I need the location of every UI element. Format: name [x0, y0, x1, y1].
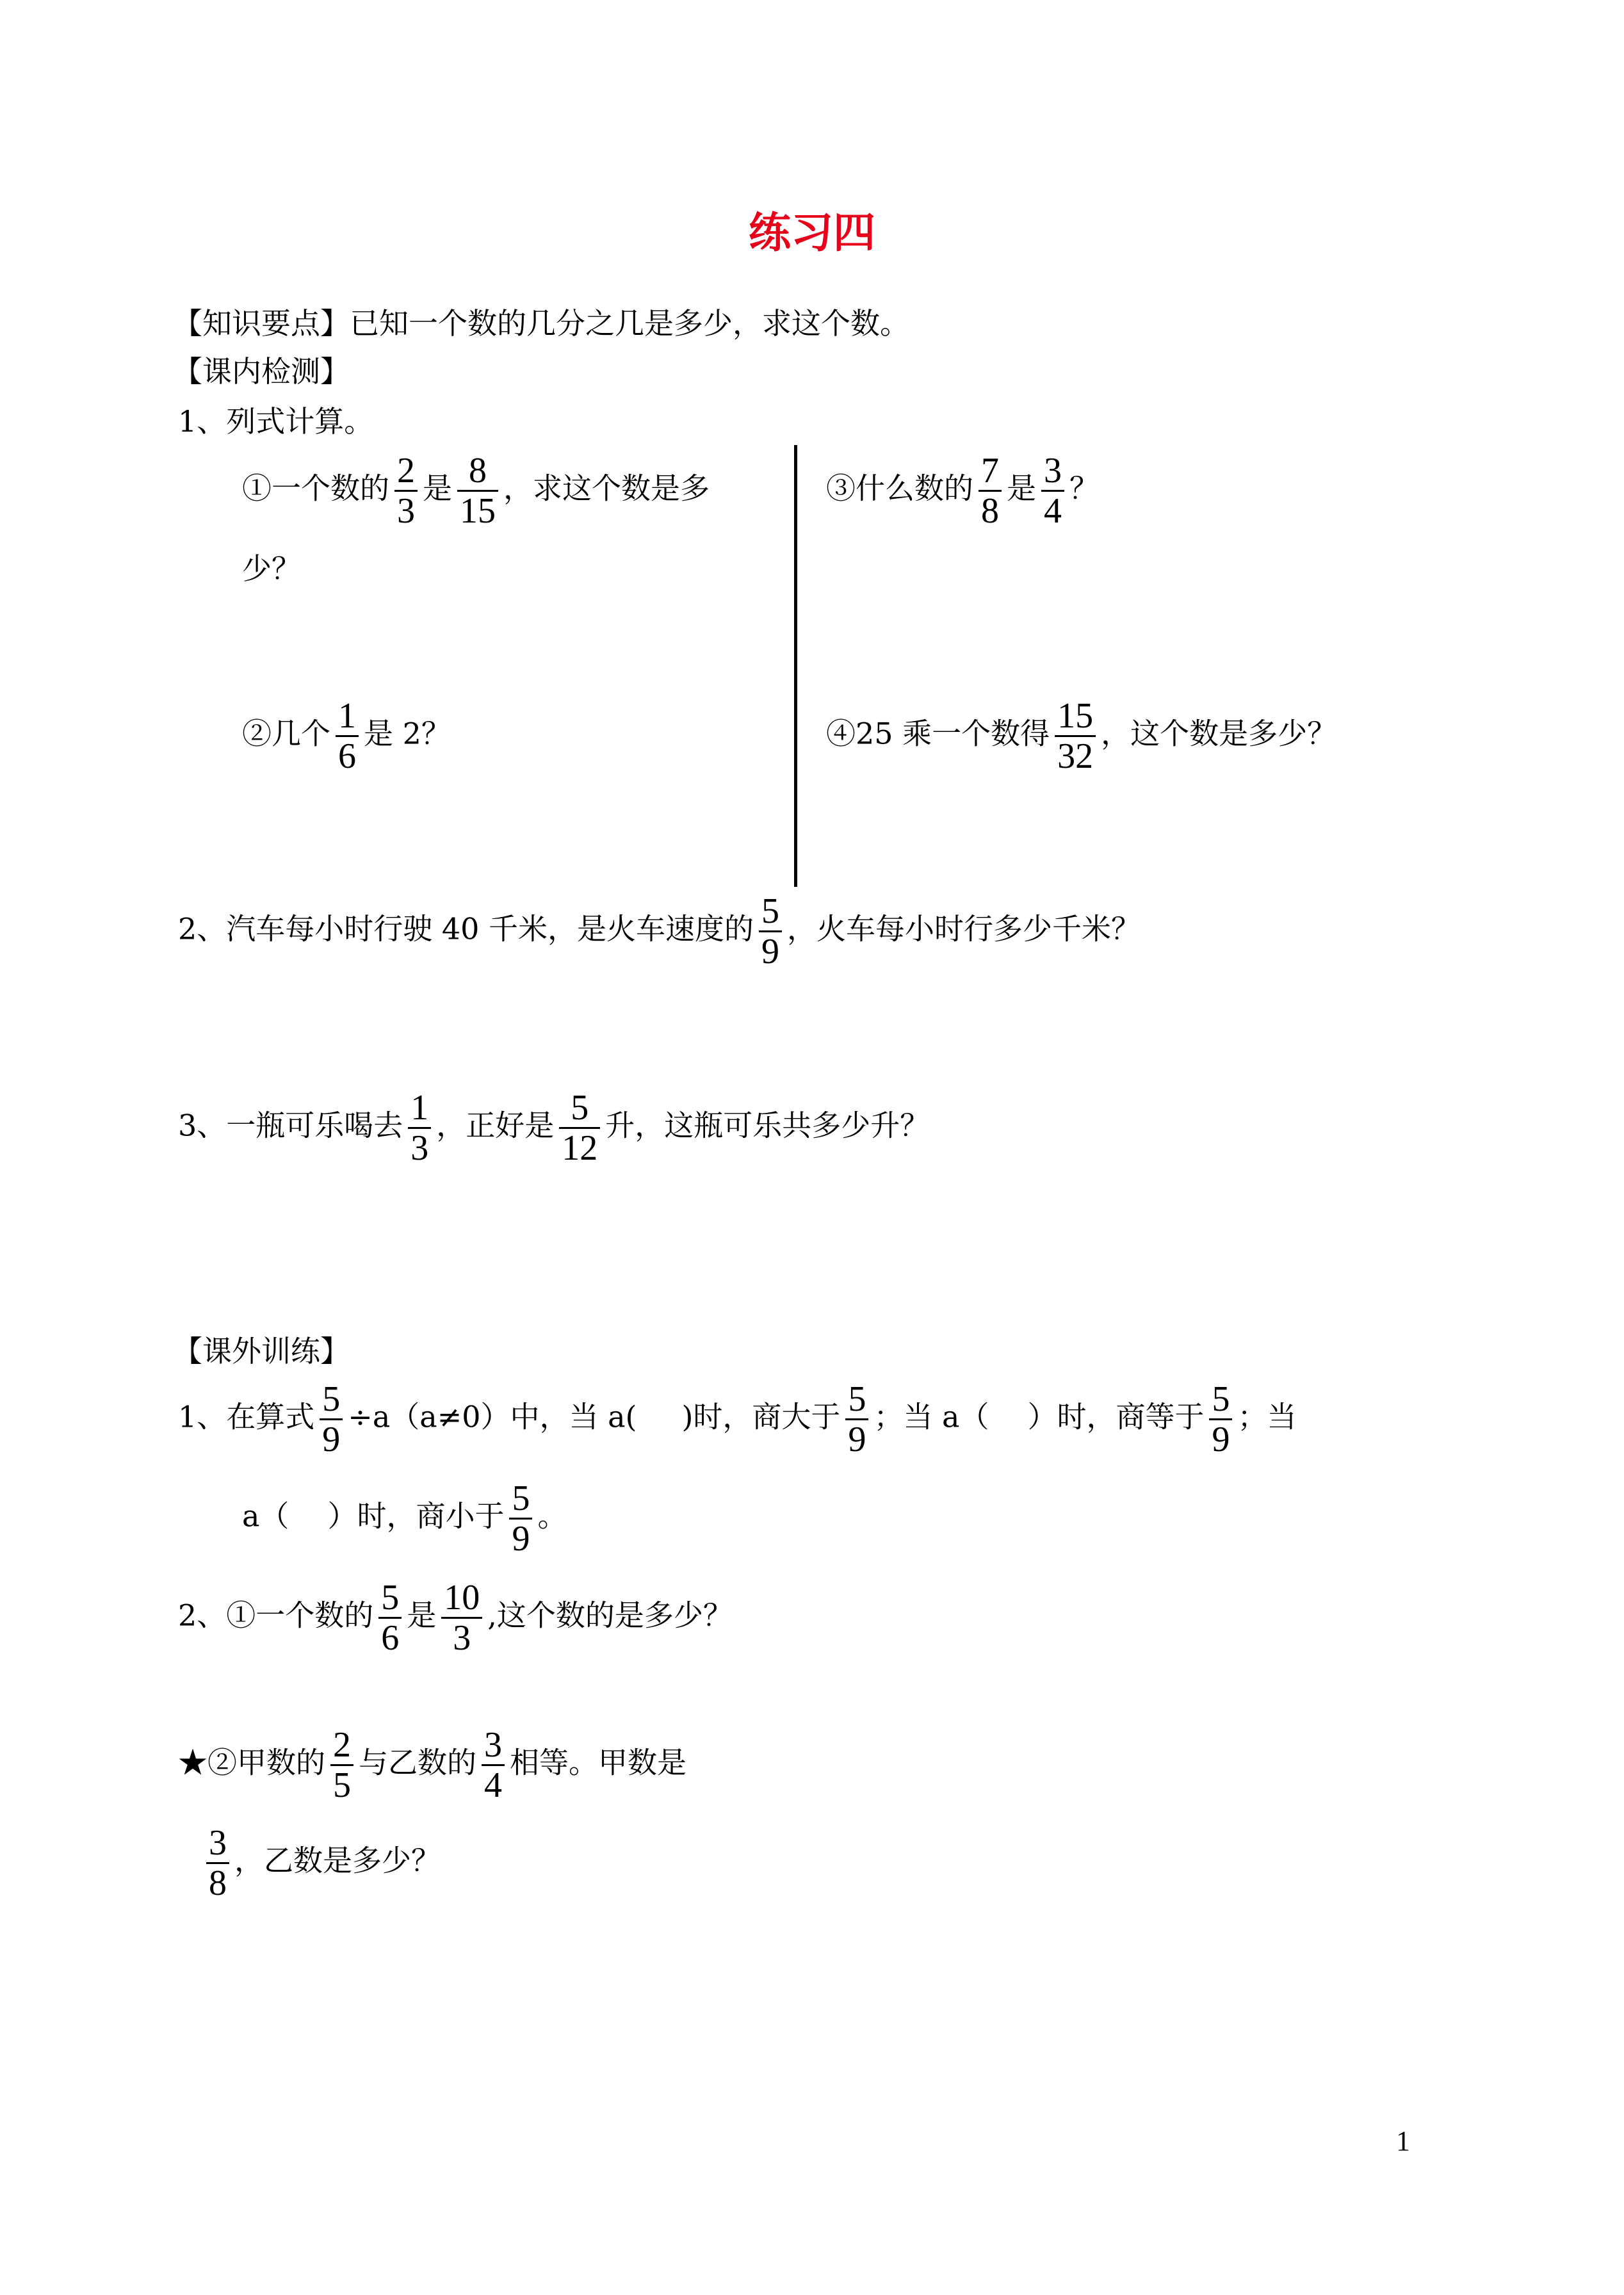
section-heading-extra-practice: 【课外训练】	[173, 1334, 350, 1368]
fraction: $\frac{5}{12}$	[559, 1089, 600, 1167]
extra-question-3-line2: $\frac{3}{8}$ ，乙数是多少？	[206, 1824, 441, 1902]
question-1d: ④25 乘一个数得 $\frac{15}{32}$ ，这个数是多少？	[826, 696, 1337, 776]
extra-question-3: ★②甲数的 $\frac{2}{5}$ 与乙数的 $\frac{3}{4}$ 相等。甲数是	[178, 1725, 686, 1805]
section-heading-class-check: 【课内检测】	[173, 354, 350, 389]
fraction: $\frac{2}{3}$	[394, 451, 418, 530]
fraction: $\frac{8}{15}$	[457, 451, 498, 530]
fraction: $\frac{5}{9}$	[845, 1380, 868, 1459]
fraction: $\frac{2}{5}$	[330, 1726, 353, 1804]
fraction: $\frac{5}{6}$	[378, 1578, 402, 1657]
fraction: $\frac{15}{32}$	[1055, 697, 1096, 775]
fraction: $\frac{10}{3}$	[441, 1578, 482, 1657]
fraction: $\frac{7}{8}$	[978, 451, 1002, 530]
fraction: $\frac{5}{9}$	[509, 1479, 532, 1558]
fraction: $\frac{3}{4}$	[1041, 451, 1064, 530]
fraction: $\frac{5}{9}$	[1209, 1380, 1232, 1459]
fraction: $\frac{5}{9}$	[320, 1380, 343, 1459]
question-1a: ①一个数的 $\frac{2}{3}$ 是 $\frac{8}{15}$ ，求这个数是多	[242, 451, 710, 531]
page-title: 练习四	[749, 207, 875, 257]
question-1-label: 1、列式计算。	[178, 404, 374, 439]
extra-question-2: 2、①一个数的 $\frac{5}{6}$ 是 $\frac{10}{3}$ ,这个数的是多少？	[178, 1578, 733, 1658]
fraction: $\frac{3}{4}$	[482, 1726, 505, 1804]
question-1b: ②几个 $\frac{1}{6}$ 是 2？	[242, 696, 451, 776]
fraction: $\frac{5}{9}$	[759, 892, 782, 971]
extra-question-1-line2: a（ ）时，商小于 $\frac{5}{9}$ 。	[242, 1479, 567, 1559]
question-1a-line2: 少？	[242, 551, 301, 586]
fraction: $\frac{1}{6}$	[336, 697, 359, 775]
question-3: 3、一瓶可乐喝去 $\frac{1}{3}$ ，正好是 $\frac{5}{12}$ 升，这瓶可乐共多少升？	[178, 1088, 930, 1168]
fraction: $\frac{1}{3}$	[408, 1089, 431, 1167]
page-number: 1	[1396, 2125, 1410, 2157]
fraction: $\frac{3}{8}$	[206, 1824, 229, 1902]
question-2: 2、汽车每小时行驶 40 千米，是火车速度的 $\frac{5}{9}$ ，火车每小时行多少千米？	[178, 891, 1141, 971]
knowledge-point: 【知识要点】已知一个数的几分之几是多少，求这个数。	[173, 306, 909, 341]
column-divider	[794, 445, 797, 887]
extra-question-1: 1、在算式 $\frac{5}{9}$ ÷a（a≠0）中，当 a( )时，商大于 $\frac{5}{9}$ ；当 a（ ）时，商等于 $\frac{5}{9}$ ；当	[178, 1379, 1297, 1459]
question-1c: ③什么数的 $\frac{7}{8}$ 是 $\frac{3}{4}$ ？	[826, 451, 1099, 531]
